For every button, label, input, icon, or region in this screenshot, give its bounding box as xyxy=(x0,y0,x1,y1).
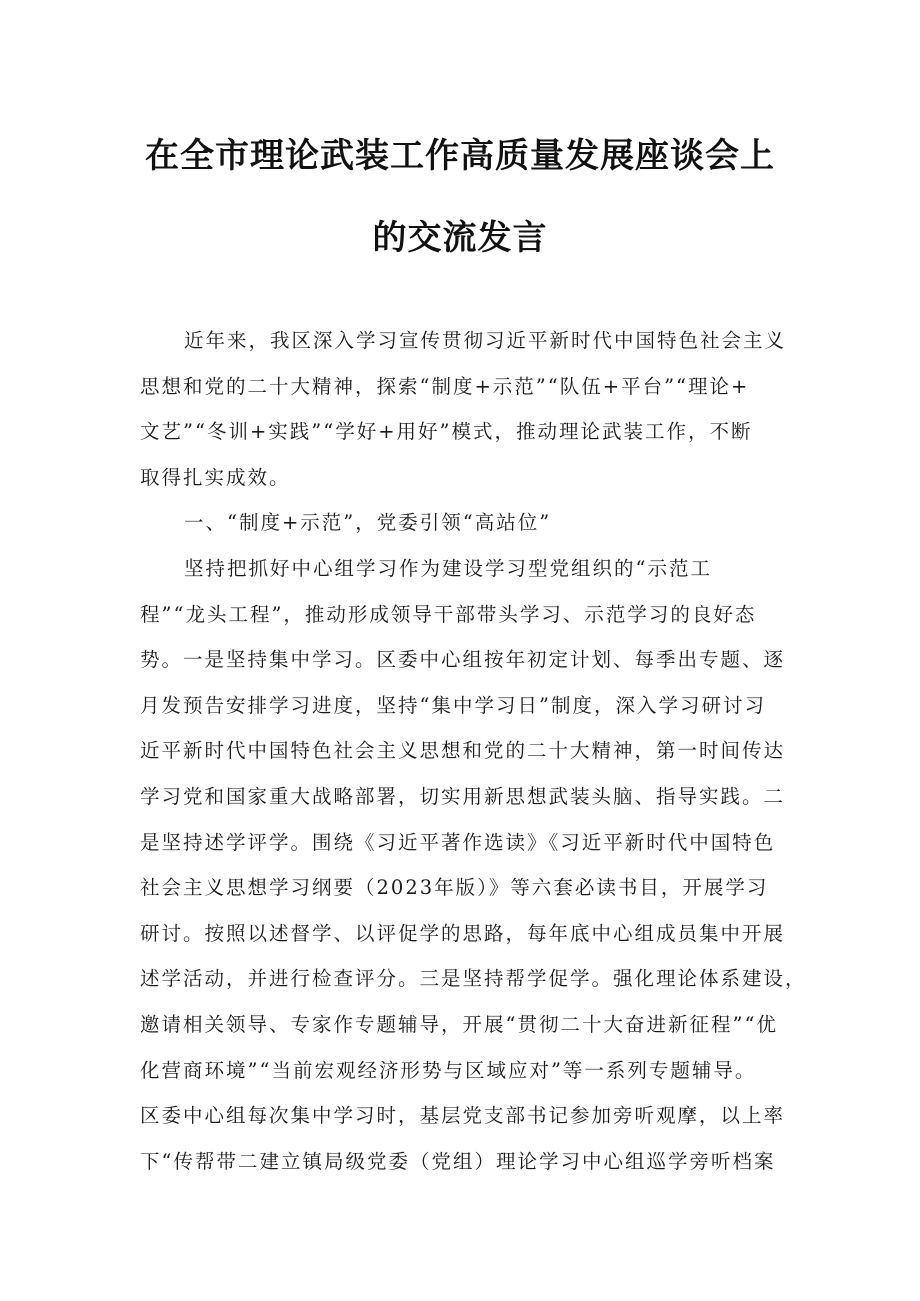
paragraph-line: 区委中心组每次集中学习时，基层党支部书记参加旁听观摩，以上率 xyxy=(140,1104,786,1128)
paragraph-line: 下“传帮带二建立镇局级党委（党组）理论学习中心组巡学旁听档案 xyxy=(140,1149,776,1173)
paragraph-line: 近年来，我区深入学习宣传贯彻习近平新时代中国特色社会主义 xyxy=(184,329,787,352)
paragraph-line: 坚持把抓好中心组学习作为建设学习型党组织的“示范工 xyxy=(184,556,712,580)
paragraph-line: 邀请相关领导、专家作专题辅导，开展“贯彻二十大奋进新征程”“优 xyxy=(140,1012,778,1036)
paragraph-line: 思想和党的二十大精神，探索“制度+示范”“队伍+平台”“理论+ xyxy=(140,374,750,398)
paragraph-line: 研讨。按照以述督学、以评促学的思路，每年底中心组成员集中开展 xyxy=(140,921,786,945)
paragraph-line: 取得扎实成效。 xyxy=(140,465,291,489)
document-title-line-1: 在全市理论武装工作高质量发展座谈会上 xyxy=(145,136,775,176)
paragraph-line: 是坚持述学评学。围绕《习近平著作选读》《习近平新时代中国特色 xyxy=(140,830,776,854)
paragraph-line: 势。一是坚持集中学习。区委中心组按年初定计划、每季出专题、逐 xyxy=(140,648,786,672)
paragraph-line: 程”“龙头工程”，推动形成领导干部带头学习、示范学习的良好态 xyxy=(140,602,757,626)
paragraph-line: 述学活动，并进行检查评分。三是坚持帮学促学。强化理论体系建设， xyxy=(140,967,807,991)
paragraph-line: 学习党和国家重大战略部署，切实用新思想武装头脑、指导实践。二 xyxy=(140,784,786,808)
paragraph-line: 社会主义思想学习纲要（2023年版）》等六套必读书目，开展学习 xyxy=(140,876,769,900)
paragraph-line: 文艺”“冬训+实践”“学好+用好”模式，推动理论武装工作，不断 xyxy=(140,420,753,444)
document-body xyxy=(140,318,807,1184)
paragraph-line: 化营商环境”“当前宏观经济形势与区域应对”等一系列专题辅导。 xyxy=(140,1058,757,1082)
paragraph-line: 近平新时代中国特色社会主义思想和党的二十大精神，第一时间传达 xyxy=(140,739,786,763)
section-heading: 一、“制度+示范”，党委引领“高站位” xyxy=(184,511,552,535)
document-title-line-2: 的交流发言 xyxy=(372,218,548,258)
paragraph-line: 月发预告安排学习进度，坚持“集中学习日”制度，深入学习研讨习 xyxy=(140,693,766,717)
